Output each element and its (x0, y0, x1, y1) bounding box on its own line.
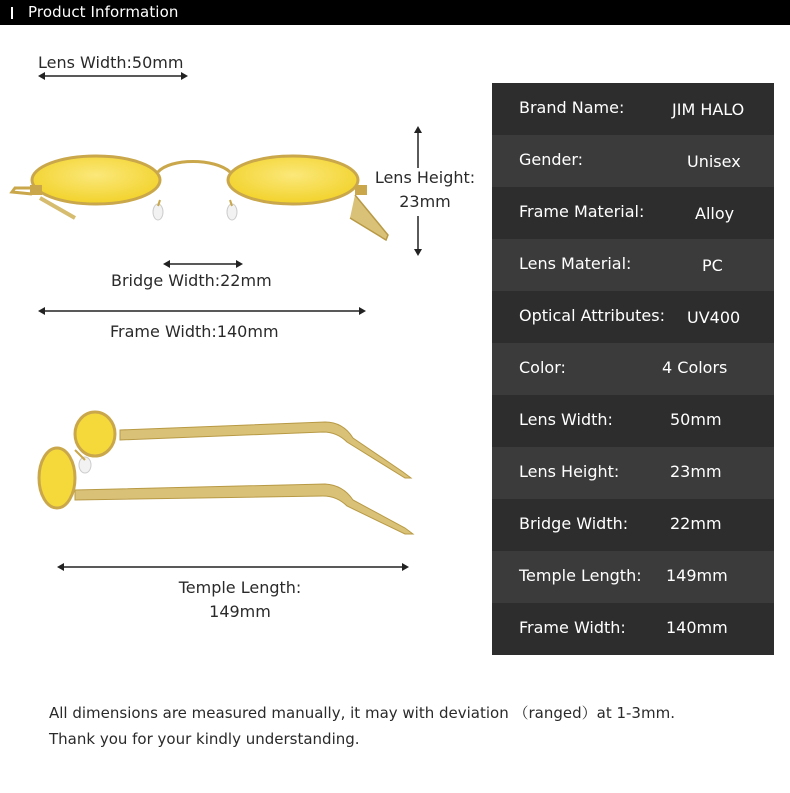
spec-key: Bridge Width: (519, 514, 629, 533)
spec-value: 149mm (666, 566, 728, 585)
spec-value: Alloy (695, 204, 735, 223)
section-header (0, 0, 790, 25)
spec-value: 4 Colors (662, 358, 728, 377)
spec-row-color (492, 343, 774, 395)
spec-key: Gender: (519, 150, 584, 169)
spec-row-lens-height (492, 447, 774, 499)
glasses-front-image (10, 140, 405, 255)
spec-row-brand (492, 83, 774, 135)
spec-key: Lens Width: (519, 410, 613, 429)
lens-width-label: Lens Width:50mm (38, 53, 184, 72)
spec-value: Unisex (687, 152, 741, 171)
footer-note-line-2: Thank you for your kindly understanding. (49, 730, 360, 748)
spec-table (492, 83, 774, 655)
spec-key: Color: (519, 358, 566, 377)
spec-key: Temple Length: (519, 566, 642, 585)
spec-row-frame-width (492, 603, 774, 655)
spec-value: 23mm (670, 462, 722, 481)
spec-key: Lens Height: (519, 462, 620, 481)
header-bar-marker (11, 7, 13, 19)
lens-height-arrow (412, 126, 424, 256)
spec-row-lens-material (492, 239, 774, 291)
bridge-width-arrow (163, 258, 243, 270)
glasses-side-image (25, 410, 420, 540)
lens-height-label-2: 23mm (399, 192, 451, 211)
bridge-width-label: Bridge Width:22mm (111, 271, 272, 290)
spec-row-frame-material (492, 187, 774, 239)
temple-length-label-2: 149mm (209, 602, 271, 621)
spec-value: UV400 (687, 308, 741, 327)
spec-row-gender (492, 135, 774, 187)
section-title: Product Information (28, 3, 179, 21)
spec-key: Optical Attributes: (519, 306, 665, 325)
spec-value: 140mm (666, 618, 728, 637)
spec-value: PC (702, 256, 723, 275)
spec-value: 50mm (670, 410, 722, 429)
spec-value: 22mm (670, 514, 722, 533)
footer-note-line-1: All dimensions are measured manually, it may with deviation （ranged）at 1-3mm. (49, 704, 675, 722)
spec-value: JIM HALO (672, 100, 745, 119)
spec-key: Frame Width: (519, 618, 626, 637)
frame-width-label: Frame Width:140mm (110, 322, 279, 341)
spec-key: Lens Material: (519, 254, 632, 273)
spec-row-lens-width (492, 395, 774, 447)
spec-row-optical (492, 291, 774, 343)
spec-row-bridge-width (492, 499, 774, 551)
spec-key: Frame Material: (519, 202, 645, 221)
spec-key: Brand Name: (519, 98, 625, 117)
spec-row-temple-length (492, 551, 774, 603)
temple-length-label-1: Temple Length: (178, 578, 302, 597)
frame-width-arrow (38, 305, 366, 317)
temple-length-arrow (57, 561, 409, 573)
lens-height-label-1: Lens Height: (374, 168, 476, 187)
